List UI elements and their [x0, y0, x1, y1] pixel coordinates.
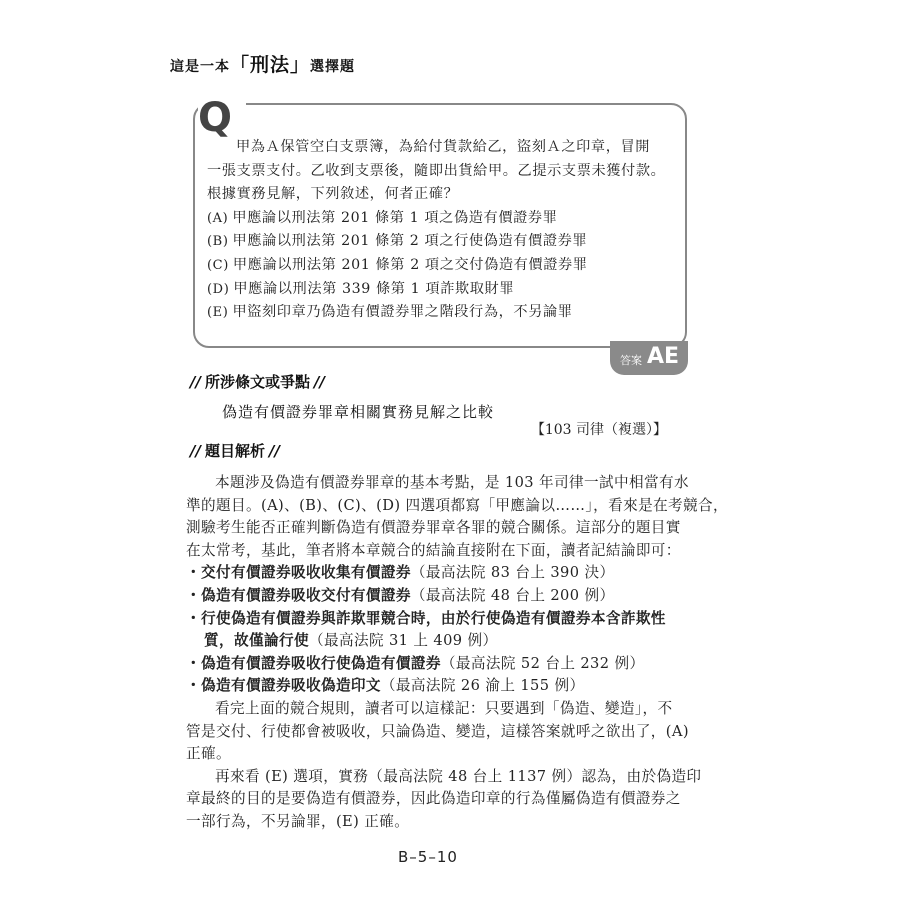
analysis-line: 準的題目。(A)、(B)、(C)、(D) 四選項都寫「甲應論以……」，看來是在考競合，	[186, 496, 729, 514]
question-stem-line: 一張支票支付。乙收到支票後，隨即出貨給甲。乙提示支票未獲付款。	[207, 162, 666, 179]
rule-text: ・偽造有價證券吸收行使偽造有價證券	[186, 654, 441, 672]
analysis-line: 再來看 (E) 選項，實務（最高法院 48 台上 1137 例）認為，由於偽造印	[215, 767, 702, 785]
rule-citation: （最高法院 52 台上 232 例）	[440, 654, 645, 672]
option-text: 甲盜刻印章乃偽造有價證券罪之階段行為，不另論罪	[232, 304, 573, 321]
section-heading-articles	[186, 371, 329, 392]
rule-citation: （最高法院 48 台上 200 例）	[410, 586, 615, 604]
analysis-line: 正確。	[186, 745, 231, 763]
header-prefix: 這是一本	[170, 59, 230, 75]
question-stem-line: 甲為Ａ保管空白支票簿，為給付貨款給乙，盜刻Ａ之印章，冒開	[236, 139, 651, 155]
rule-text: ・偽造有價證券吸收偽造印文	[186, 677, 381, 695]
question-stem-line: 根據實務見解，下列敘述，何者正確？	[207, 186, 459, 203]
analysis-line: 在太常考，基此，筆者將本章競合的結論直接附在下面，讀者記結論即可：	[186, 541, 681, 559]
answer-tab	[610, 341, 688, 375]
heading-slash-right: //	[268, 442, 280, 460]
option-text: 甲應論以刑法第 339 條第 1 項詐欺取財罪	[233, 280, 515, 297]
rule-bullet	[186, 653, 696, 676]
rule-text: ・偽造有價證券吸收交付有價證券	[186, 586, 411, 604]
analysis-body	[186, 472, 729, 834]
analysis-line: 測驗考生能否正確判斷偽造有價證券罪章各罪的競合關係。這部分的題目實	[186, 519, 681, 537]
rule-bullet	[186, 585, 696, 608]
question-source: 【103 司律（複選）】	[530, 422, 667, 438]
heading-slash-right: //	[313, 373, 325, 391]
section-title: 題目解析	[204, 442, 265, 460]
option-e	[207, 301, 677, 325]
topic-text: 偽造有價證券罪章相關實務見解之比較	[222, 403, 495, 421]
option-text: 甲應論以刑法第 201 條第 2 項之行使偽造有價證券罪	[232, 233, 588, 250]
analysis-line: 看完上面的競合規則，讀者可以這樣記：只要遇到「偽造、變造」，不	[215, 699, 673, 717]
rule-bullet	[186, 675, 696, 698]
option-letter: (C)	[207, 257, 229, 273]
section-title: 所涉條文或爭點	[204, 373, 310, 391]
analysis-line: 章最終的目的是要偽造有價證券，因此偽造印章的行為僅屬偽造有價證券之	[186, 790, 681, 808]
section-heading-analysis	[186, 440, 284, 461]
heading-slash-left: //	[190, 442, 201, 460]
question-marker: Q	[198, 94, 246, 142]
header-book-title: 「刑法」	[230, 54, 311, 76]
rule-text: ・行使偽造有價證券與詐欺罪競合時，由於行使偽造有價證券本含詐欺性	[186, 609, 666, 627]
option-d	[207, 278, 677, 302]
option-letter: (B)	[207, 234, 229, 250]
option-text: 甲應論以刑法第 201 條第 1 項之偽造有價證券罪	[232, 209, 558, 226]
page-number: B–5–10	[398, 848, 458, 866]
rule-citation: （最高法院 26 渝上 155 例）	[380, 677, 585, 695]
analysis-line: 一部行為，不另論罪，(E) 正確。	[186, 812, 410, 830]
rule-text: ・交付有價證券吸收收集有價證券	[186, 564, 411, 582]
answer-label: 答案	[620, 354, 642, 367]
header-suffix: 選擇題	[310, 59, 356, 75]
rule-bullet	[186, 608, 696, 631]
option-b	[207, 230, 677, 254]
analysis-line: 管是交付、行使都會被吸收，只論偽造、變造，這樣答案就呼之欲出了，(A)	[186, 722, 689, 740]
running-header	[170, 50, 355, 77]
option-text: 甲應論以刑法第 201 條第 2 項之交付偽造有價證券罪	[232, 256, 588, 273]
answer-value: AE	[647, 344, 680, 369]
option-c	[207, 254, 677, 278]
rule-text: 質，故僅論行使	[204, 632, 309, 650]
analysis-line: 本題涉及偽造有價證券罪章的基本考點，是 103 年司律一試中相當有水	[215, 474, 689, 491]
option-letter: (A)	[207, 210, 229, 226]
rule-bullet	[186, 562, 696, 585]
heading-slash-left: //	[190, 373, 201, 391]
option-a	[207, 207, 677, 231]
question-text	[207, 136, 677, 325]
rule-citation: （最高法院 83 台上 390 決）	[410, 564, 615, 582]
rule-citation: （最高法院 31 上 409 例）	[308, 632, 498, 650]
option-letter: (D)	[207, 281, 230, 297]
rule-bullet-continuation	[186, 630, 696, 653]
option-letter: (E)	[207, 305, 229, 321]
